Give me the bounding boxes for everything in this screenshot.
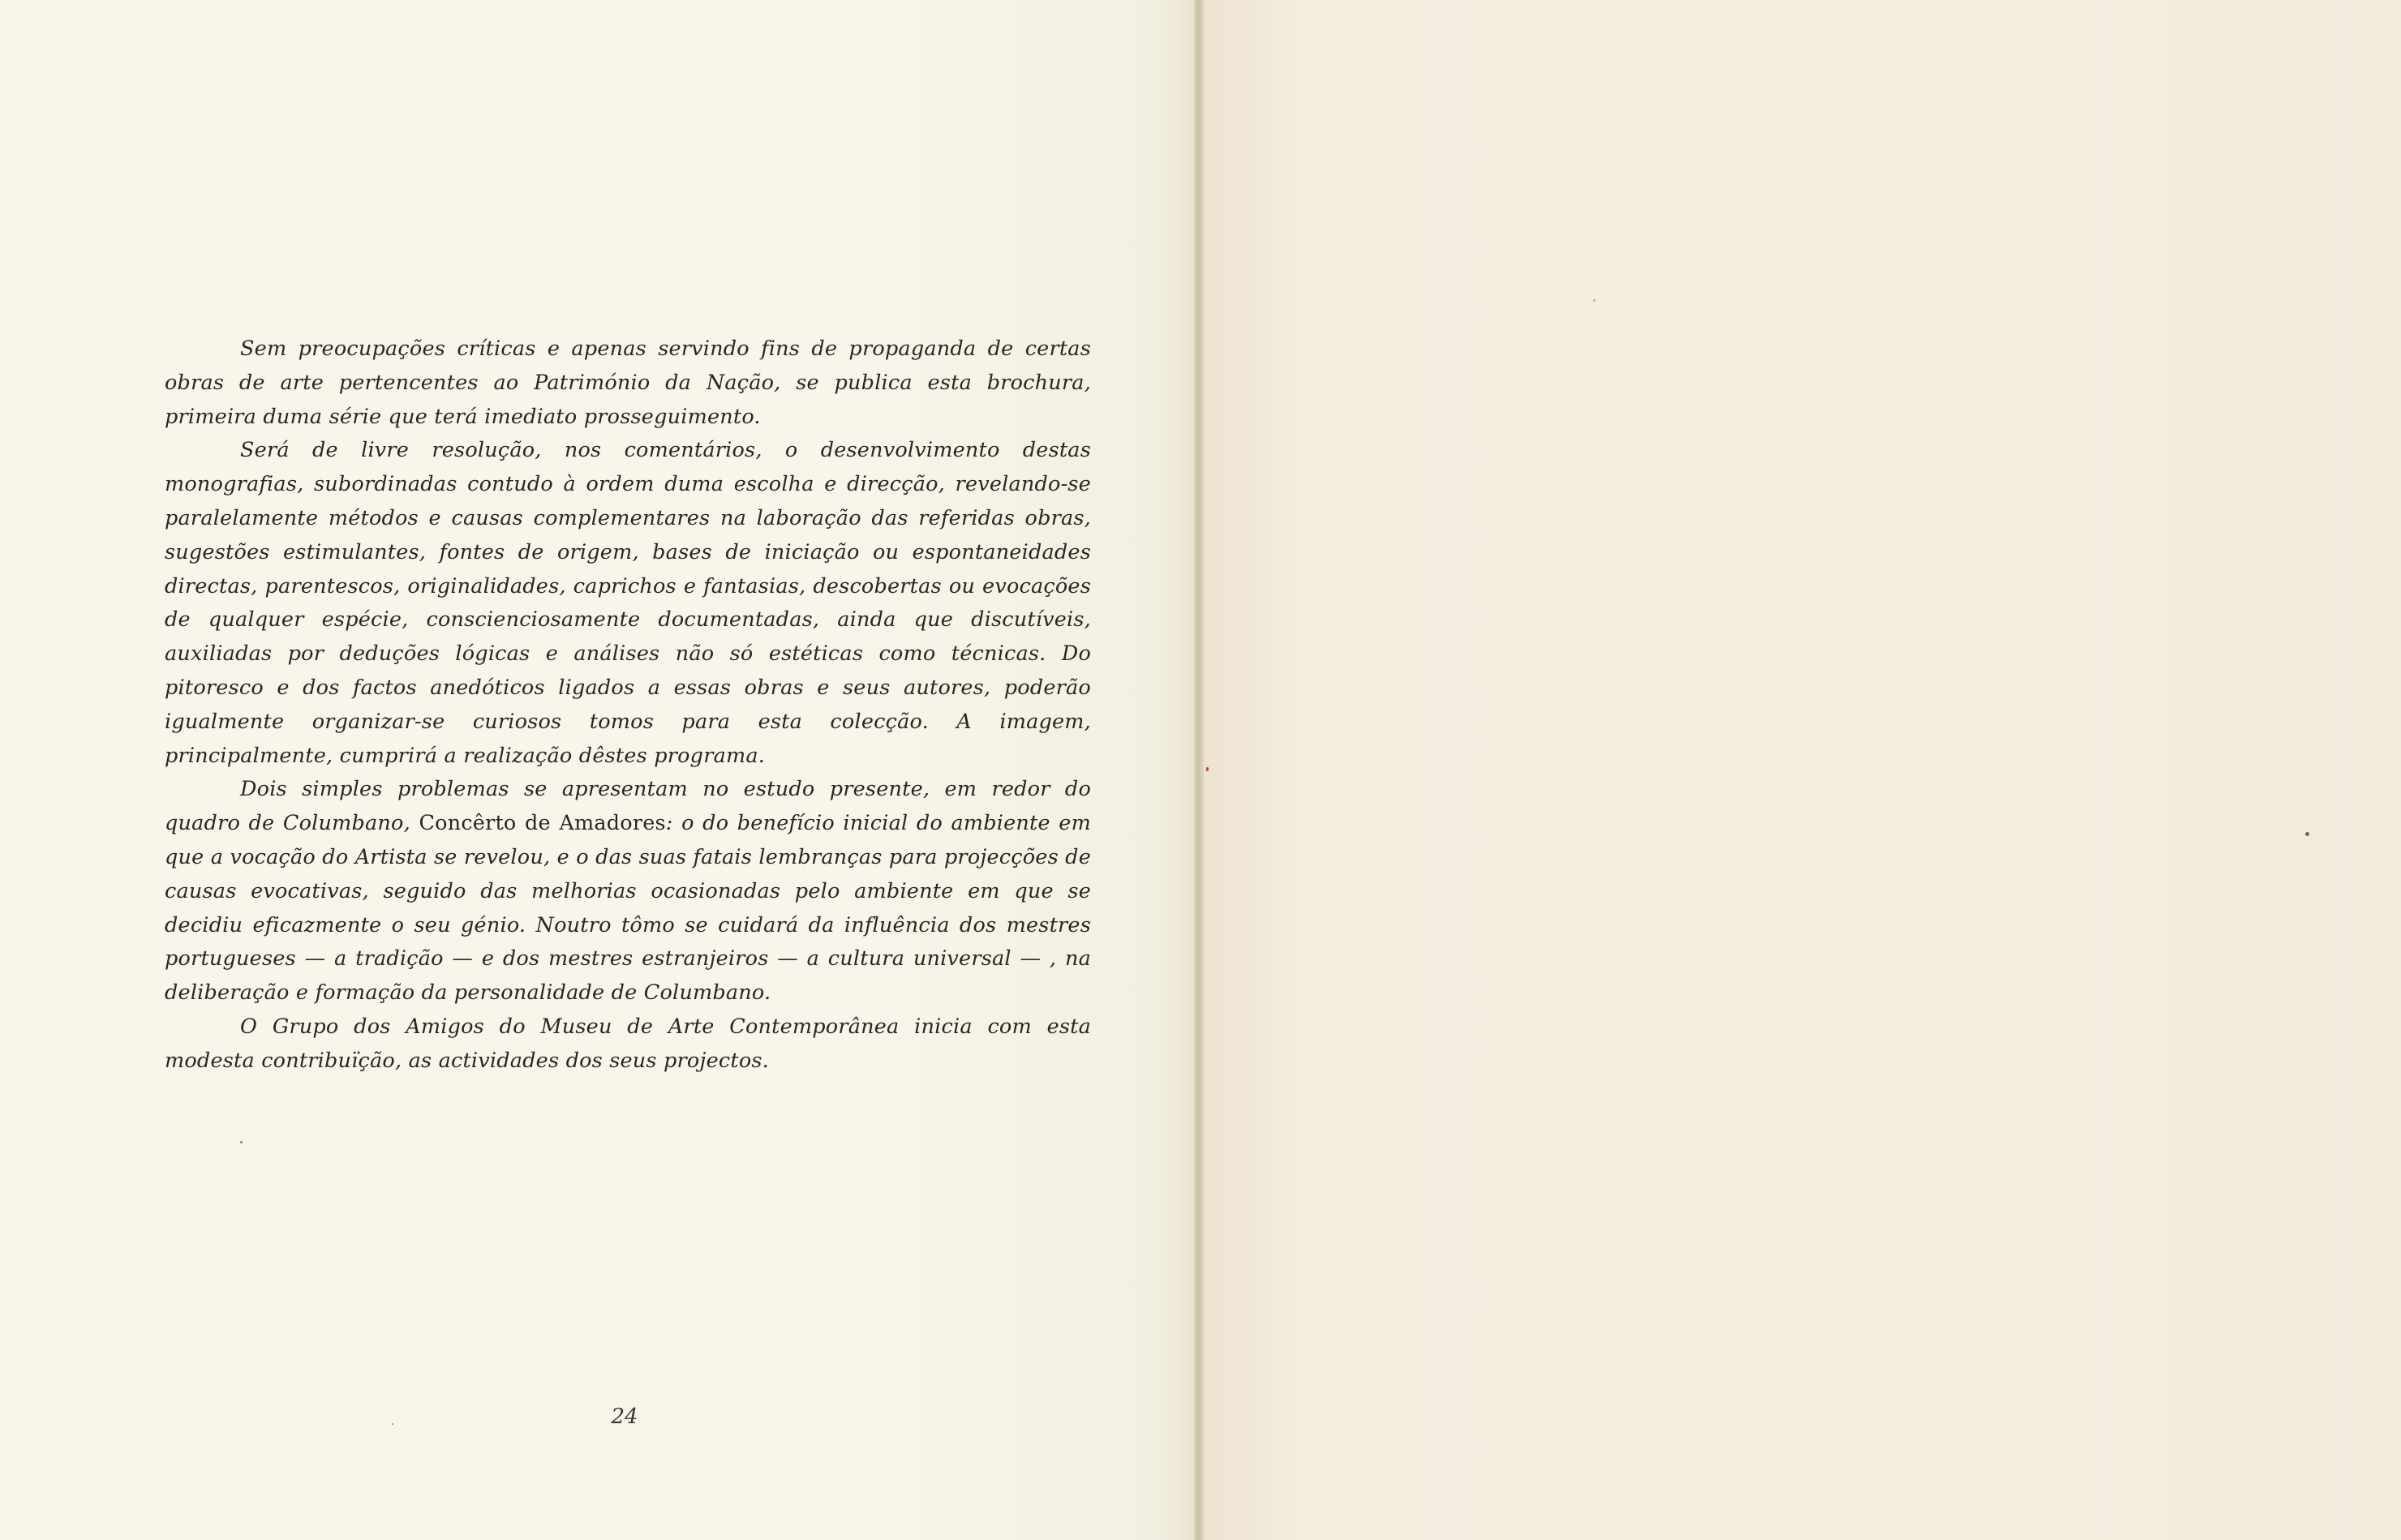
paragraph-3-text-start: Dois simples problemas se apresentam no estudo presente, em redor do quadro de Columbano,: [165, 777, 1091, 836]
paragraph-2: Será de livre resolução, nos comentários, o desenvolvimento destas monografias, subordinadas contudo à ordem duma escolha e direcção, revelando-se paralelamente métodos e causas complementares na laboração das referidas obras, sugestões estimulantes, fontes de origem, bases de iniciação ou espontaneidades directas, parentescos, originalidades, caprichos e fantasias, descobertas ou evocações de qualquer espécie, conscienciosamente documentadas, ainda que discutíveis, auxiliadas por deduções lógicas e análises não só estéticas como técnicas. Do pitoresco e dos factos anedóticos ligados a essas obras e seus autores, poderão igualmente organizar-se curiosos tomos para esta colecção. A imagem, principalmente, cumprirá a realização dêstes programa.: [165, 438, 1091, 768]
paper-speck: [240, 1141, 243, 1143]
paper-speck: [2305, 832, 2309, 836]
right-page: [1204, 0, 2401, 1540]
body-text: [165, 332, 1091, 1079]
paragraph-1: Sem preocupações críticas e apenas servindo fins de propaganda de certas obras de arte pertencentes ao Património da Nação, se publica esta brochura, primeira duma série que terá imediato prosseguimento.: [165, 337, 1091, 429]
artwork-title: Concêrto de Amadores: [419, 811, 666, 836]
paper-speck: [1593, 299, 1596, 302]
paragraph-4: O Grupo dos Amigos do Museu de Arte Contemporânea inicia com esta modesta contribuïção, as actividades dos seus projectos.: [165, 1014, 1091, 1073]
paragraph-3: [165, 773, 1091, 1010]
left-page: [0, 0, 1199, 1540]
paper-speck: [392, 1423, 393, 1425]
book-gutter: [1194, 0, 1204, 1540]
paragraph-3-text-end: : o do benefício inicial do ambiente em que a vocação do Artista se revelou, e o das suas fatais lembranças para projecções de causas evocativas, seguido das melhorias ocasionadas pelo ambiente em que se decidiu eficazmente o seu génio. Noutro tômo se cuidará da influência dos mestres portugueses — a tradição — e dos mestres estranjeiros — a cultura universal — , na deliberação e formação da personalidade de Columbano.: [165, 811, 1091, 1006]
paper-speck: [1206, 767, 1209, 771]
page-number: 24: [611, 1405, 638, 1429]
